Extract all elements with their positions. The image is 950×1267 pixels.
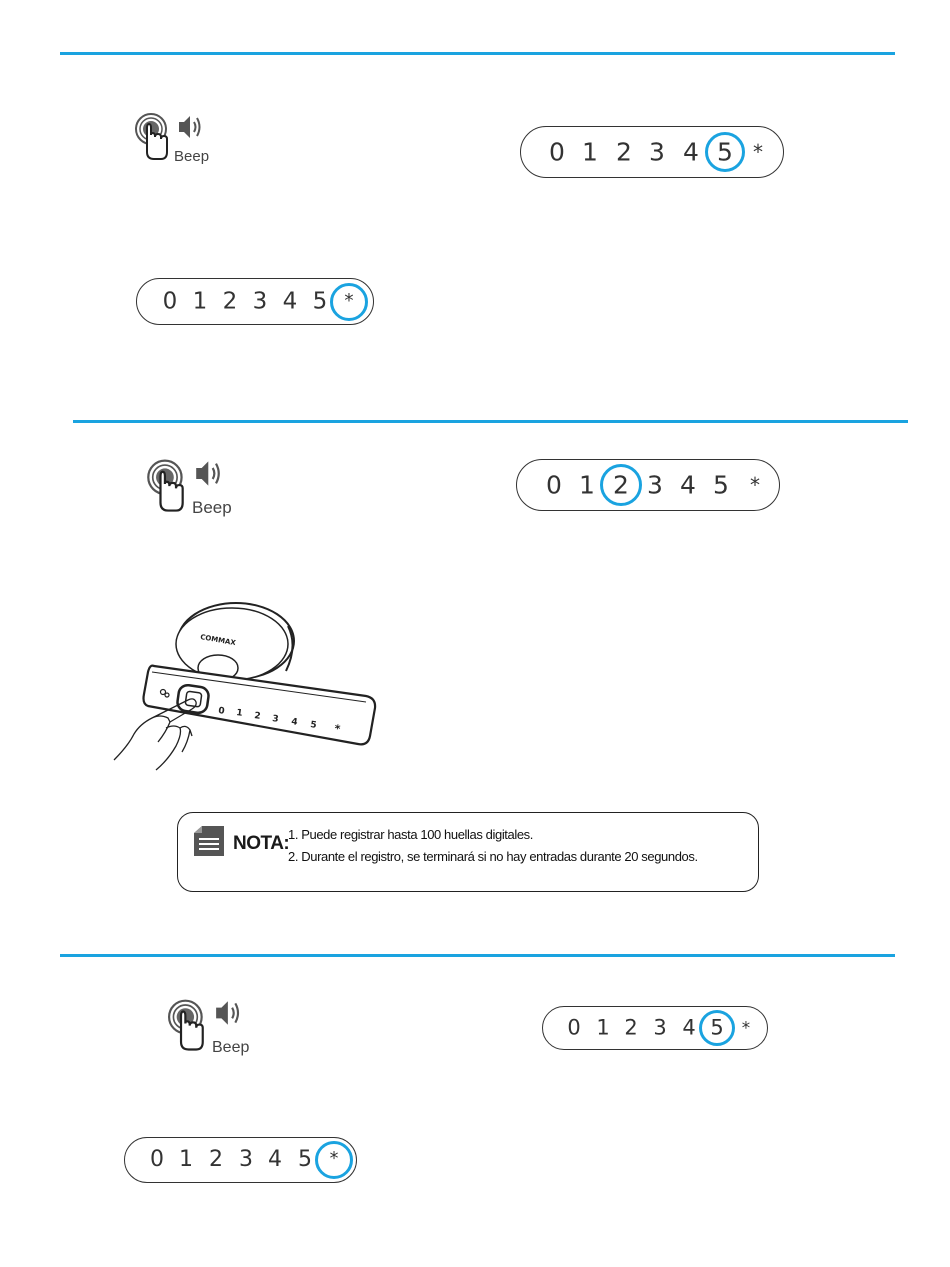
keypad-step-4 bbox=[542, 1006, 768, 1050]
key-2: 2 bbox=[209, 1147, 223, 1172]
brand-logo: COMMAX bbox=[199, 633, 237, 648]
device-key-star: * bbox=[333, 722, 342, 736]
keypad-step-2 bbox=[136, 278, 374, 325]
speaker-icon bbox=[214, 997, 246, 1029]
note-title: NOTA: bbox=[233, 833, 290, 854]
key-1: 1 bbox=[579, 470, 595, 500]
key-2: 2 bbox=[613, 470, 629, 500]
beep-label: Beep bbox=[212, 1039, 250, 1056]
key-star: * bbox=[753, 140, 763, 164]
key-3: 3 bbox=[649, 137, 665, 167]
beep-indicator-1 bbox=[135, 108, 225, 168]
device-key-5: 5 bbox=[309, 720, 318, 731]
key-star: * bbox=[329, 1149, 339, 1170]
device-key-3: 3 bbox=[271, 714, 280, 725]
section-divider-3 bbox=[60, 954, 895, 957]
highlight-ring bbox=[600, 464, 642, 506]
section-divider-1 bbox=[60, 52, 895, 55]
highlight-ring bbox=[315, 1141, 353, 1179]
key-5: 5 bbox=[717, 137, 733, 167]
section-divider-2 bbox=[73, 420, 908, 423]
device-key-0: 0 bbox=[217, 706, 226, 717]
key-3: 3 bbox=[239, 1147, 253, 1172]
key-0: 0 bbox=[162, 288, 178, 314]
keypad-step-3 bbox=[516, 459, 780, 511]
key-2: 2 bbox=[616, 137, 632, 167]
highlight-ring bbox=[699, 1010, 735, 1046]
key-3: 3 bbox=[647, 470, 663, 500]
key-3: 3 bbox=[252, 288, 268, 314]
key-2: 2 bbox=[222, 288, 238, 314]
key-0: 0 bbox=[546, 470, 562, 500]
note-box bbox=[177, 812, 759, 892]
key-star: * bbox=[741, 1017, 751, 1038]
key-2: 2 bbox=[624, 1015, 638, 1040]
key-5: 5 bbox=[312, 288, 328, 314]
device-key-2: 2 bbox=[253, 711, 262, 722]
key-5: 5 bbox=[710, 1015, 724, 1040]
key-4: 4 bbox=[282, 288, 298, 314]
key-1: 1 bbox=[179, 1147, 193, 1172]
key-4: 4 bbox=[268, 1147, 282, 1172]
door-lever-lock-image bbox=[108, 596, 388, 776]
key-0: 0 bbox=[567, 1015, 581, 1040]
highlight-ring bbox=[705, 132, 745, 172]
note-icon bbox=[192, 825, 226, 857]
beep-indicator-2 bbox=[147, 454, 247, 519]
beep-indicator-3 bbox=[168, 994, 268, 1059]
note-line-2: 2. Durante el registro, se terminará si no hay entradas durante 20 segundos. bbox=[288, 849, 698, 864]
highlight-ring bbox=[330, 283, 368, 321]
key-5: 5 bbox=[713, 470, 729, 500]
device-key-1: 1 bbox=[235, 708, 244, 719]
key-1: 1 bbox=[582, 137, 598, 167]
key-1: 1 bbox=[192, 288, 208, 314]
speaker-icon bbox=[177, 112, 207, 142]
door-lock-illustration bbox=[108, 596, 388, 781]
key-1: 1 bbox=[596, 1015, 610, 1040]
key-0: 0 bbox=[150, 1147, 164, 1172]
keypad-step-5 bbox=[124, 1137, 357, 1183]
key-4: 4 bbox=[680, 470, 696, 500]
beep-label: Beep bbox=[174, 148, 210, 165]
beep-label: Beep bbox=[192, 498, 232, 517]
speaker-icon bbox=[194, 457, 227, 490]
key-star: * bbox=[750, 473, 760, 497]
key-star: * bbox=[344, 290, 354, 312]
device-key-4: 4 bbox=[290, 717, 299, 728]
note-line-1: 1. Puede registrar hasta 100 huellas digitales. bbox=[288, 827, 533, 842]
key-0: 0 bbox=[549, 137, 565, 167]
key-5: 5 bbox=[298, 1147, 312, 1172]
key-3: 3 bbox=[653, 1015, 667, 1040]
keypad-step-1 bbox=[520, 126, 784, 178]
key-4: 4 bbox=[682, 1015, 696, 1040]
key-4: 4 bbox=[683, 137, 699, 167]
